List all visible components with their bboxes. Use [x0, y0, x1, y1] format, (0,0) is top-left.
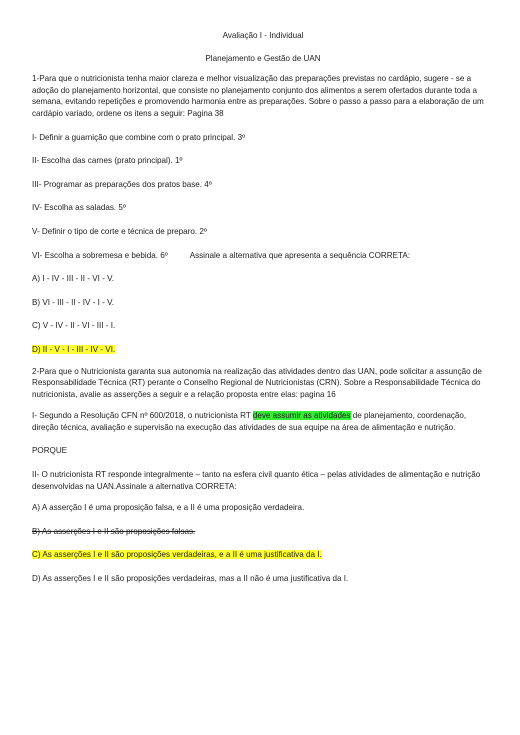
q2-assertion-1-pre: I- Segundo a Resolução CFN nº 600/2018, o nutricionista RT — [32, 411, 253, 421]
q1-option-d-row — [32, 344, 494, 356]
q1-option-c: C) V - IV - II - VI - III - I. — [32, 321, 116, 331]
q2-option-b-row — [32, 526, 494, 538]
q2-option-c: C) As asserções I e II são proposições verdadeiras, e a II é uma justificativa da I. — [32, 550, 322, 560]
q1-item-2: II- Escolha das carnes (prato principal). 1º — [32, 156, 183, 166]
q1-item-6-row — [32, 250, 494, 262]
q2-option-b: B) As asserções I e II são proposições falsas. — [32, 526, 196, 536]
document-subtitle: Planejamento e Gestão de UAN — [205, 53, 321, 63]
q1-item-5: V- Definir o tipo de corte e técnica de preparo. 2º — [32, 226, 207, 236]
q1-option-b: B) VI - III - II - IV - I - V. — [32, 297, 114, 307]
q2-assertion-2: II- O nutricionista RT responde integralmente – tanto na esfera civil quanto ética – pelas atividades de alimentação e nutrição desenvolvidas na UAN.Assinale a alternativa CORRETA: — [32, 470, 481, 491]
q1-item-4: IV- Escolha as saladas. 5º — [32, 203, 126, 213]
q2-option-d: D) As asserções I e II são proposições verdadeiras, mas a II não é uma justificativa da I. — [32, 574, 349, 584]
q1-item-1: I- Definir a guarnição que combine com o prato principal. 3º — [32, 132, 246, 142]
q2-option-a: A) A asserção I é uma proposição falsa, e a II é uma proposição verdadeira. — [32, 503, 305, 513]
question-1-statement: 1-Para que o nutricionista tenha maior clareza e melhor visualização das preparações previstas no cardápio, sugere - se a adoção do planejamento horizontal, que consiste no planejamento conjunto dos alimentos a serem ofertados durante toda a semana, evitando repetições e promovendo harmonia entre as preparações. Sobre o passo a passo para a elaboração de um cardápio variado, ordene os itens a seguir: Pagina 38 — [32, 74, 484, 118]
question-2-statement: 2-Para que o Nutricionista garanta sua autonomia na realização das atividades dentro das UAN, pode solicitar a assunção de Responsabilidade Técnica (RT) perante o Conselho Regional de Nutricionistas (CRN). Sobre a Responsabilidade Técnica do nutricionista, avalie as asserções a seguir e a relação proposta entre elas: pagina 16 — [32, 366, 482, 399]
q1-item-6: VI- Escolha a sobremesa e bebida. 6º — [32, 250, 168, 260]
document-title: Avaliação I - Individual — [222, 31, 304, 40]
q2-porque: PORQUE — [32, 446, 68, 456]
q2-assertion-1 — [32, 410, 494, 433]
q1-option-a: A) I - IV - III - II - VI - V. — [32, 274, 114, 284]
q2-option-c-row — [32, 549, 494, 561]
q1-instruction: Assinale a alternativa que apresenta a sequência CORRETA: — [189, 250, 410, 260]
q1-item-3: III- Programar as preparações dos pratos base. 4º — [32, 179, 212, 189]
q1-option-d: D) II - V - I - III - IV - VI. — [32, 344, 116, 354]
q2-assertion-1-post: de planejamento, coordenação, direção técnica, avaliação e supervisão na execução das atividades de sua equipe na área de alimentação e nutrição. — [32, 411, 467, 432]
q2-assertion-1-highlight: deve assumir as atividades — [252, 411, 351, 421]
